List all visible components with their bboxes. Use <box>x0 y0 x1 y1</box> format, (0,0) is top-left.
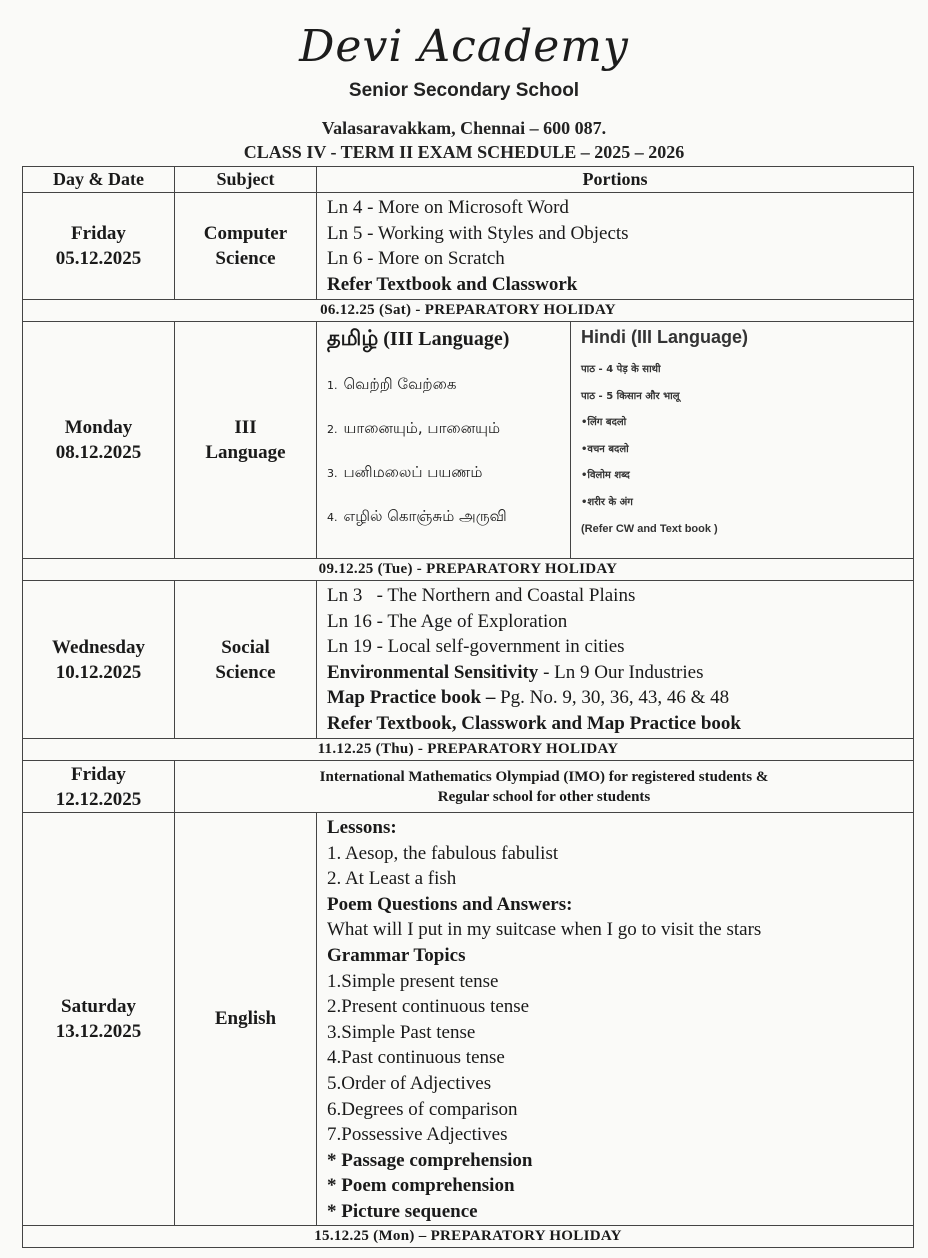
portion-item: 4.Past continuous tense <box>327 1047 505 1069</box>
imo-note: International Mathematics Olympiad (IMO) for registered students & <box>319 768 769 785</box>
portion-item: 5.Order of Adjectives <box>327 1072 492 1094</box>
portion-heading: Poem Questions and Answers: <box>327 893 573 915</box>
hindi-item: •लिंग बदलो <box>581 417 627 428</box>
table-row <box>23 761 914 813</box>
table-row <box>23 322 914 559</box>
portion-heading: * Passage comprehension <box>327 1149 533 1171</box>
subject-line: Science <box>215 661 276 683</box>
portion-heading: * Poem comprehension <box>327 1175 515 1197</box>
portion-item: 1. Aesop, the fabulous fabulist <box>327 842 559 864</box>
date: 10.12.2025 <box>55 661 142 683</box>
column-header-portions: Portions <box>317 167 914 193</box>
subject-cell <box>175 581 317 739</box>
portion-item: Ln 19 - Local self-government in cities <box>327 636 625 657</box>
portion-item: 3.Simple Past tense <box>327 1021 476 1043</box>
holiday-row <box>23 1225 914 1247</box>
hindi-item: पाठ - 5 किसान और भालू <box>581 390 680 402</box>
day: Monday <box>64 417 133 438</box>
portion-item: 2. At Least a fish <box>327 868 457 890</box>
holiday-text: 15.12.25 (Mon) – PREPARATORY HOLIDAY <box>23 1225 914 1247</box>
column-header-subject: Subject <box>175 167 317 193</box>
portion-item: Ln 16 - The Age of Exploration <box>327 610 568 632</box>
hindi-heading: Hindi (III Language) <box>581 327 748 347</box>
subject-line: Language <box>205 442 286 463</box>
portion-note: Refer Textbook, Classwork and Map Practice book <box>327 712 741 734</box>
portion-heading: * Picture sequence <box>327 1200 478 1222</box>
portions-cell <box>317 322 914 559</box>
holiday-row <box>23 739 914 761</box>
tamil-item: 1. வெற்றி வேற்கை <box>327 375 457 393</box>
date: 12.12.2025 <box>55 788 142 810</box>
subject-cell <box>175 193 317 300</box>
subject-line: III <box>234 417 257 438</box>
portion-item: Ln 5 - Working with Styles and Objects <box>327 222 629 244</box>
school-address: Valasaravakkam, Chennai – 600 087. <box>321 118 607 138</box>
school-logo: Devi Academy <box>299 21 629 72</box>
day-date-cell <box>23 581 175 739</box>
portions-cell <box>317 581 914 739</box>
portion-item: 2.Present continuous tense <box>327 996 530 1018</box>
portion-heading: Lessons: <box>327 817 397 838</box>
portion-item: Ln 3 - The Northern and Coastal Plains <box>327 585 636 606</box>
portion-item: 1.Simple present tense <box>327 970 499 992</box>
holiday-row <box>23 559 914 581</box>
portion-item: 7.Possessive Adjectives <box>327 1124 508 1146</box>
tamil-item: 4. எழில் கொஞ்சும் அருவி <box>327 507 507 525</box>
holiday-text: 09.12.25 (Tue) - PREPARATORY HOLIDAY <box>23 559 914 581</box>
portion-item: 6.Degrees of comparison <box>327 1098 518 1120</box>
column-header-day-date: Day & Date <box>23 167 175 193</box>
subject-line: Computer <box>203 223 288 244</box>
table-header-row <box>23 167 914 193</box>
subject-line: English <box>214 1008 277 1030</box>
day: Saturday <box>61 995 136 1017</box>
portions-cell <box>317 813 914 1226</box>
holiday-row <box>23 300 914 322</box>
imo-note-cell <box>175 761 914 813</box>
table-row <box>23 581 914 739</box>
date: 08.12.2025 <box>55 442 142 463</box>
date: 13.12.2025 <box>55 1020 142 1042</box>
exam-schedule-table <box>22 166 914 1248</box>
hindi-note: (Refer CW and Text book ) <box>581 523 718 535</box>
day: Friday <box>71 223 126 244</box>
day-date-cell <box>23 322 175 559</box>
hindi-item: •विलोम शब्द <box>581 470 630 481</box>
holiday-text: 06.12.25 (Sat) - PREPARATORY HOLIDAY <box>23 300 914 322</box>
portion-item: Ln 4 - More on Microsoft Word <box>327 197 569 218</box>
tamil-item: 3. பனிமலைப் பயணம் <box>327 463 483 481</box>
tamil-portions <box>317 322 571 558</box>
day: Friday <box>71 763 126 785</box>
hindi-portions <box>571 322 913 558</box>
subject-cell <box>175 322 317 559</box>
day-date-cell <box>23 813 175 1226</box>
holiday-text: 11.12.25 (Thu) - PREPARATORY HOLIDAY <box>23 739 914 761</box>
document-header <box>0 18 928 163</box>
table-row <box>23 193 914 300</box>
tamil-heading: தமிழ் (III Language) <box>327 326 510 350</box>
school-subtitle: Senior Secondary School <box>348 80 580 101</box>
hindi-item: •वचन बदलो <box>581 443 629 455</box>
subject-line: Social <box>221 636 270 658</box>
portion-item: What will I put in my suitcase when I go to visit the stars <box>327 919 762 941</box>
subject-cell <box>175 813 317 1226</box>
table-row <box>23 813 914 1226</box>
imo-note: Regular school for other students <box>437 788 651 805</box>
date: 05.12.2025 <box>55 248 142 269</box>
portion-item: Ln 6 - More on Scratch <box>327 248 505 269</box>
schedule-title: CLASS IV - TERM II EXAM SCHEDULE – 2025 – 2026 <box>243 142 685 162</box>
day: Wednesday <box>52 636 145 658</box>
hindi-item: •शरीर के अंग <box>581 496 633 508</box>
portion-heading: Grammar Topics <box>327 944 466 966</box>
portions-cell <box>317 193 914 300</box>
hindi-item: पाठ - 4 पेड़ के साथी <box>581 364 661 375</box>
subject-line: Science <box>215 248 276 269</box>
tamil-item: 2. யானையும், பானையும் <box>327 419 501 437</box>
day-date-cell <box>23 761 175 813</box>
day-date-cell <box>23 193 175 300</box>
portion-note: Refer Textbook and Classwork <box>327 273 578 295</box>
portion-item: Map Practice book – Pg. No. 9, 30, 36, 43, 46 & 48 <box>327 687 730 708</box>
portion-item: Environmental Sensitivity - Ln 9 Our Industries <box>327 661 704 683</box>
